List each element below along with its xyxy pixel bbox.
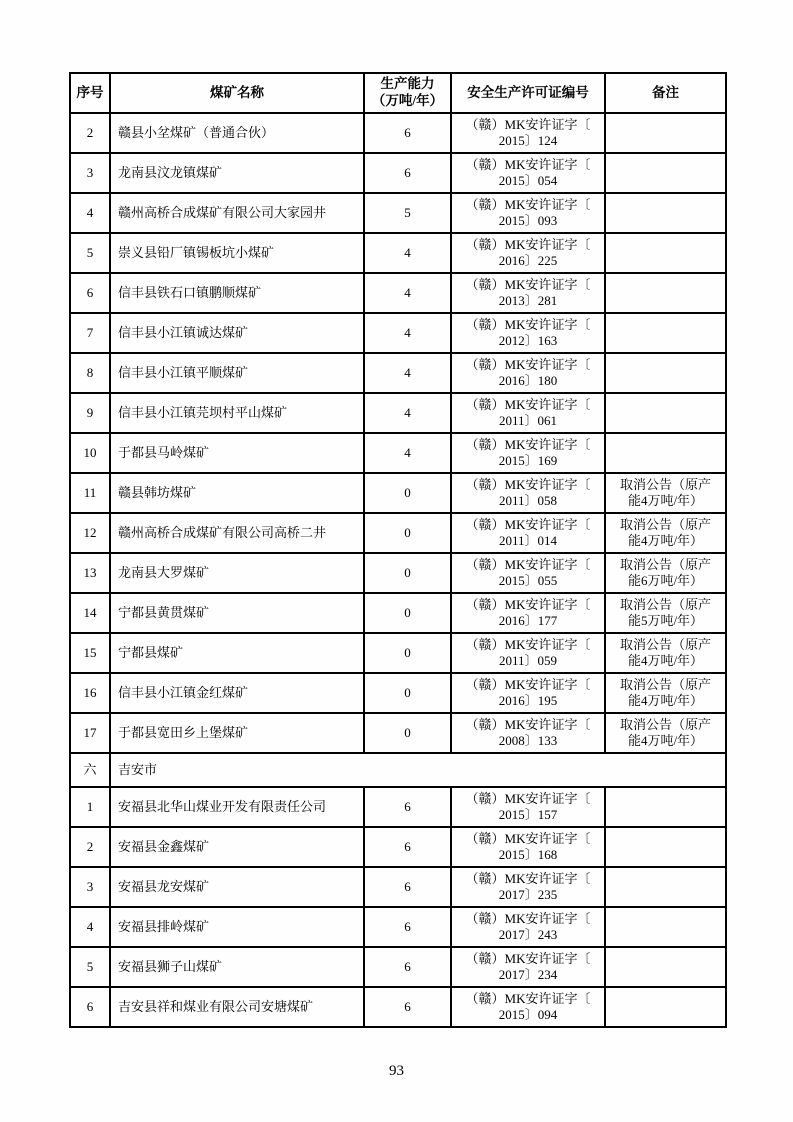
capacity-cell: 5 — [364, 193, 451, 233]
section-row — [70, 753, 726, 787]
license-cell — [451, 907, 605, 947]
table-row — [70, 553, 726, 593]
capacity-cell: 0 — [364, 713, 451, 753]
license-cell — [451, 513, 605, 553]
row-number-cell: 16 — [70, 673, 110, 713]
remark-line2: 能4万吨/年） — [627, 693, 704, 708]
header-cell-mine-name: 煤矿名称 — [110, 73, 364, 113]
row-number-cell: 12 — [70, 513, 110, 553]
remark-line2: 能6万吨/年） — [627, 573, 704, 588]
remark-cell — [605, 633, 726, 673]
row-number-cell: 4 — [70, 907, 110, 947]
capacity-cell: 6 — [364, 153, 451, 193]
remark-line1: 取消公告（原产 — [619, 596, 711, 612]
remark-cell — [605, 153, 726, 193]
license-line1: （赣）MK安许证字〔 — [465, 316, 591, 332]
table-row — [70, 673, 726, 713]
license-line2: 2011〕058 — [498, 493, 558, 508]
license-line2: 2015〕094 — [498, 1007, 558, 1022]
table-row — [70, 827, 726, 867]
license-line1: （赣）MK安许证字〔 — [465, 556, 591, 572]
capacity-cell: 4 — [364, 313, 451, 353]
table-row — [70, 433, 726, 473]
table-row — [70, 393, 726, 433]
remark-cell — [605, 827, 726, 867]
license-line2: 2011〕061 — [498, 413, 558, 428]
remark-cell — [605, 393, 726, 433]
page-number: 93 — [389, 1063, 404, 1079]
remark-line1: 取消公告（原产 — [619, 676, 711, 692]
table-row — [70, 513, 726, 553]
license-cell — [451, 433, 605, 473]
mine-name-cell: 信丰县小江镇平顺煤矿 — [110, 353, 364, 393]
capacity-cell: 0 — [364, 633, 451, 673]
table-row — [70, 987, 726, 1027]
capacity-cell: 6 — [364, 827, 451, 867]
capacity-cell: 4 — [364, 393, 451, 433]
license-line1: （赣）MK安许证字〔 — [465, 236, 591, 252]
table-row — [70, 313, 726, 353]
license-line1: （赣）MK安许证字〔 — [465, 276, 591, 292]
license-line1: （赣）MK安许证字〔 — [465, 716, 591, 732]
license-cell — [451, 787, 605, 827]
row-number-cell: 3 — [70, 867, 110, 907]
table-row — [70, 153, 726, 193]
row-number-cell: 2 — [70, 113, 110, 153]
table-header — [70, 73, 726, 113]
capacity-cell: 0 — [364, 513, 451, 553]
row-number-cell: 17 — [70, 713, 110, 753]
license-cell — [451, 473, 605, 513]
license-line2: 2016〕180 — [498, 373, 558, 388]
capacity-cell: 4 — [364, 433, 451, 473]
capacity-cell: 6 — [364, 907, 451, 947]
license-line1: （赣）MK安许证字〔 — [465, 196, 591, 212]
license-cell — [451, 313, 605, 353]
remark-cell — [605, 113, 726, 153]
license-cell — [451, 353, 605, 393]
mine-name-cell: 赣县小坌煤矿（普通合伙） — [110, 113, 364, 153]
mine-name-cell: 信丰县小江镇芫坝村平山煤矿 — [110, 393, 364, 433]
capacity-cell: 0 — [364, 593, 451, 633]
capacity-cell: 6 — [364, 987, 451, 1027]
remark-cell — [605, 513, 726, 553]
capacity-cell: 4 — [364, 353, 451, 393]
license-line1: （赣）MK安许证字〔 — [465, 910, 591, 926]
license-line2: 2015〕093 — [498, 213, 558, 228]
remark-cell — [605, 867, 726, 907]
remark-cell — [605, 713, 726, 753]
mine-name-cell: 安福县排岭煤矿 — [110, 907, 364, 947]
header-capacity-line2: （万吨/年） — [371, 93, 444, 108]
license-line1: （赣）MK安许证字〔 — [465, 476, 591, 492]
header-cell-number: 序号 — [70, 73, 110, 113]
license-cell — [451, 867, 605, 907]
license-line1: （赣）MK安许证字〔 — [465, 676, 591, 692]
header-cell-license: 安全生产许可证编号 — [451, 73, 605, 113]
mine-name-cell: 信丰县小江镇金红煤矿 — [110, 673, 364, 713]
license-line2: 2016〕195 — [498, 693, 558, 708]
mine-name-cell: 宁都县煤矿 — [110, 633, 364, 673]
header-row — [70, 73, 726, 113]
license-line1: （赣）MK安许证字〔 — [465, 990, 591, 1006]
license-line1: （赣）MK安许证字〔 — [465, 870, 591, 886]
table-row — [70, 353, 726, 393]
mine-name-cell: 崇义县铅厂镇锡板坑小煤矿 — [110, 233, 364, 273]
remark-cell — [605, 987, 726, 1027]
table-row — [70, 233, 726, 273]
remark-cell — [605, 473, 726, 513]
license-cell — [451, 713, 605, 753]
table-row — [70, 193, 726, 233]
row-number-cell: 10 — [70, 433, 110, 473]
license-line1: （赣）MK安许证字〔 — [465, 156, 591, 172]
capacity-cell: 6 — [364, 787, 451, 827]
capacity-cell: 6 — [364, 113, 451, 153]
license-line1: （赣）MK安许证字〔 — [465, 830, 591, 846]
table-row — [70, 713, 726, 753]
mine-name-cell: 信丰县小江镇诚达煤矿 — [110, 313, 364, 353]
license-line2: 2016〕225 — [498, 253, 558, 268]
row-number-cell: 1 — [70, 787, 110, 827]
remark-cell — [605, 593, 726, 633]
license-line2: 2015〕168 — [498, 847, 558, 862]
table-row — [70, 947, 726, 987]
capacity-cell: 4 — [364, 273, 451, 313]
license-cell — [451, 593, 605, 633]
row-number-cell: 9 — [70, 393, 110, 433]
license-line1: （赣）MK安许证字〔 — [465, 636, 591, 652]
license-cell — [451, 153, 605, 193]
mine-name-cell: 安福县龙安煤矿 — [110, 867, 364, 907]
license-line2: 2015〕124 — [498, 133, 558, 148]
remark-cell — [605, 273, 726, 313]
capacity-cell: 6 — [364, 947, 451, 987]
header-cell-capacity — [364, 73, 451, 113]
row-number-cell: 11 — [70, 473, 110, 513]
license-line2: 2015〕055 — [498, 573, 558, 588]
remark-cell — [605, 233, 726, 273]
remark-cell — [605, 947, 726, 987]
license-line1: （赣）MK安许证字〔 — [465, 396, 591, 412]
license-line2: 2015〕169 — [498, 453, 558, 468]
mine-name-cell: 安福县狮子山煤矿 — [110, 947, 364, 987]
remark-line1: 取消公告（原产 — [619, 556, 711, 572]
mine-name-cell: 龙南县汶龙镇煤矿 — [110, 153, 364, 193]
license-cell — [451, 273, 605, 313]
row-number-cell: 4 — [70, 193, 110, 233]
remark-line1: 取消公告（原产 — [619, 716, 711, 732]
mine-name-cell: 吉安县祥和煤业有限公司安塘煤矿 — [110, 987, 364, 1027]
remark-line2: 能5万吨/年） — [627, 613, 704, 628]
row-number-cell: 2 — [70, 827, 110, 867]
license-cell — [451, 673, 605, 713]
table-row — [70, 633, 726, 673]
remark-cell — [605, 553, 726, 593]
remark-cell — [605, 353, 726, 393]
capacity-cell: 6 — [364, 867, 451, 907]
mine-name-cell: 宁都县黄贯煤矿 — [110, 593, 364, 633]
license-cell — [451, 193, 605, 233]
license-line2: 2013〕281 — [498, 293, 558, 308]
row-number-cell: 6 — [70, 273, 110, 313]
license-line1: （赣）MK安许证字〔 — [465, 516, 591, 532]
license-line2: 2017〕243 — [498, 927, 558, 942]
table-row — [70, 113, 726, 153]
license-line1: （赣）MK安许证字〔 — [465, 596, 591, 612]
remark-cell — [605, 787, 726, 827]
remark-cell — [605, 313, 726, 353]
capacity-cell: 0 — [364, 553, 451, 593]
row-number-cell: 5 — [70, 233, 110, 273]
remark-line2: 能4万吨/年） — [627, 653, 704, 668]
license-cell — [451, 113, 605, 153]
license-cell — [451, 233, 605, 273]
license-line2: 2017〕234 — [498, 967, 558, 982]
row-number-cell: 6 — [70, 987, 110, 1027]
license-line2: 2016〕177 — [498, 613, 558, 628]
license-line1: （赣）MK安许证字〔 — [465, 790, 591, 806]
mine-name-cell: 赣县韩坊煤矿 — [110, 473, 364, 513]
table-row — [70, 273, 726, 313]
row-number-cell: 15 — [70, 633, 110, 673]
license-cell — [451, 827, 605, 867]
header-cell-remark: 备注 — [605, 73, 726, 113]
capacity-cell: 0 — [364, 673, 451, 713]
mine-name-cell: 龙南县大罗煤矿 — [110, 553, 364, 593]
license-line2: 2015〕054 — [498, 173, 558, 188]
table-row — [70, 907, 726, 947]
remark-line2: 能4万吨/年） — [627, 493, 704, 508]
license-cell — [451, 553, 605, 593]
license-line1: （赣）MK安许证字〔 — [465, 116, 591, 132]
license-cell — [451, 393, 605, 433]
header-capacity-line1: 生产能力 — [380, 76, 435, 92]
license-cell — [451, 947, 605, 987]
remark-line1: 取消公告（原产 — [619, 636, 711, 652]
remark-line1: 取消公告（原产 — [619, 476, 711, 492]
capacity-cell: 0 — [364, 473, 451, 513]
mine-name-cell: 于都县宽田乡上堡煤矿 — [110, 713, 364, 753]
row-number-cell: 13 — [70, 553, 110, 593]
remark-line1: 取消公告（原产 — [619, 516, 711, 532]
capacity-cell: 4 — [364, 233, 451, 273]
table-row — [70, 867, 726, 907]
license-line2: 2011〕059 — [498, 653, 558, 668]
license-line2: 2015〕157 — [498, 807, 558, 822]
remark-line2: 能4万吨/年） — [627, 733, 704, 748]
license-cell — [451, 987, 605, 1027]
remark-cell — [605, 193, 726, 233]
table-row — [70, 787, 726, 827]
mine-name-cell: 赣州高桥合成煤矿有限公司高桥二井 — [110, 513, 364, 553]
table-row — [70, 593, 726, 633]
section-title-cell: 吉安市 — [110, 753, 726, 787]
table-row — [70, 473, 726, 513]
license-line1: （赣）MK安许证字〔 — [465, 436, 591, 452]
section-number-cell: 六 — [70, 753, 110, 787]
license-line2: 2008〕133 — [498, 733, 558, 748]
remark-cell — [605, 907, 726, 947]
license-cell — [451, 633, 605, 673]
license-line2: 2017〕235 — [498, 887, 558, 902]
license-line2: 2011〕014 — [498, 533, 558, 548]
mine-name-cell: 安福县金鑫煤矿 — [110, 827, 364, 867]
row-number-cell: 3 — [70, 153, 110, 193]
table-body — [70, 113, 726, 1027]
license-line2: 2012〕163 — [498, 333, 558, 348]
row-number-cell: 5 — [70, 947, 110, 987]
mine-name-cell: 安福县北华山煤业开发有限责任公司 — [110, 787, 364, 827]
remark-cell — [605, 433, 726, 473]
remark-cell — [605, 673, 726, 713]
row-number-cell: 7 — [70, 313, 110, 353]
license-line1: （赣）MK安许证字〔 — [465, 356, 591, 372]
license-line1: （赣）MK安许证字〔 — [465, 950, 591, 966]
row-number-cell: 14 — [70, 593, 110, 633]
mine-name-cell: 信丰县铁石口镇鹏顺煤矿 — [110, 273, 364, 313]
remark-line2: 能4万吨/年） — [627, 533, 704, 548]
mine-name-cell: 赣州高桥合成煤矿有限公司大家园井 — [110, 193, 364, 233]
mine-name-cell: 于都县马岭煤矿 — [110, 433, 364, 473]
coal-mine-table — [69, 72, 727, 1028]
row-number-cell: 8 — [70, 353, 110, 393]
